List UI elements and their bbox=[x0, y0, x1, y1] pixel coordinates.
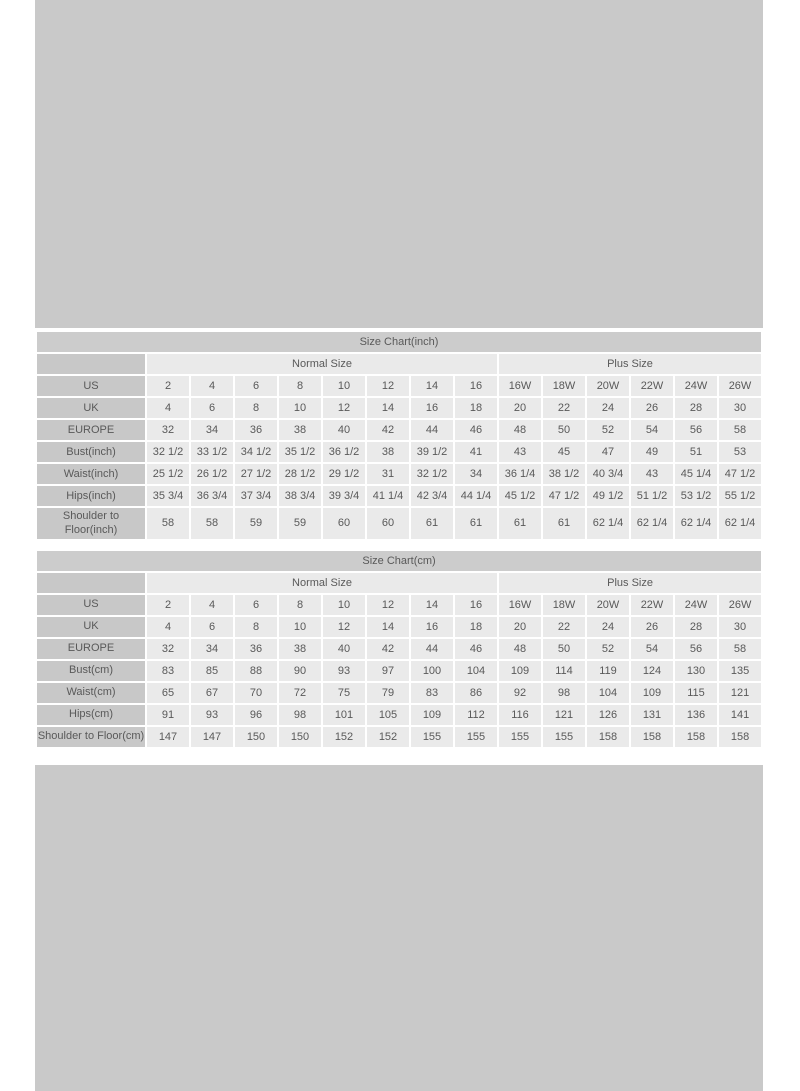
table-row bbox=[37, 617, 761, 637]
size-value-cell: 112 bbox=[455, 705, 497, 725]
corner-cell bbox=[37, 573, 145, 593]
size-value-cell: 14 bbox=[367, 398, 409, 418]
size-value-cell: 12 bbox=[323, 398, 365, 418]
size-value-cell: 53 bbox=[719, 442, 761, 462]
size-value-cell: 60 bbox=[323, 508, 365, 539]
size-value-cell: 22W bbox=[631, 376, 673, 396]
size-value-cell: 35 3/4 bbox=[147, 486, 189, 506]
size-value-cell: 150 bbox=[279, 727, 321, 747]
size-value-cell: 16 bbox=[411, 398, 453, 418]
size-value-cell: 2 bbox=[147, 595, 189, 615]
size-value-cell: 26W bbox=[719, 376, 761, 396]
size-value-cell: 65 bbox=[147, 683, 189, 703]
row-label: Hips(inch) bbox=[37, 486, 145, 506]
size-value-cell: 53 1/2 bbox=[675, 486, 717, 506]
size-value-cell: 10 bbox=[323, 595, 365, 615]
size-value-cell: 58 bbox=[191, 508, 233, 539]
size-value-cell: 8 bbox=[279, 376, 321, 396]
size-value-cell: 34 1/2 bbox=[235, 442, 277, 462]
size-value-cell: 16 bbox=[411, 617, 453, 637]
size-chart-cm-table bbox=[35, 549, 763, 749]
size-value-cell: 158 bbox=[587, 727, 629, 747]
size-value-cell: 32 1/2 bbox=[411, 464, 453, 484]
size-value-cell: 96 bbox=[235, 705, 277, 725]
size-value-cell: 34 bbox=[191, 420, 233, 440]
size-value-cell: 34 bbox=[191, 639, 233, 659]
size-value-cell: 135 bbox=[719, 661, 761, 681]
table-row bbox=[37, 420, 761, 440]
size-value-cell: 158 bbox=[675, 727, 717, 747]
size-value-cell: 24 bbox=[587, 617, 629, 637]
size-value-cell: 75 bbox=[323, 683, 365, 703]
row-label: EUROPE bbox=[37, 639, 145, 659]
size-value-cell: 42 bbox=[367, 420, 409, 440]
size-value-cell: 36 1/4 bbox=[499, 464, 541, 484]
size-value-cell: 155 bbox=[411, 727, 453, 747]
size-value-cell: 44 bbox=[411, 420, 453, 440]
table-row bbox=[37, 705, 761, 725]
size-value-cell: 20W bbox=[587, 595, 629, 615]
size-value-cell: 31 bbox=[367, 464, 409, 484]
size-value-cell: 18 bbox=[455, 398, 497, 418]
size-value-cell: 62 1/4 bbox=[719, 508, 761, 539]
size-value-cell: 36 bbox=[235, 420, 277, 440]
size-value-cell: 12 bbox=[367, 595, 409, 615]
size-value-cell: 38 3/4 bbox=[279, 486, 321, 506]
size-value-cell: 36 bbox=[235, 639, 277, 659]
size-value-cell: 119 bbox=[587, 661, 629, 681]
size-value-cell: 72 bbox=[279, 683, 321, 703]
size-value-cell: 147 bbox=[191, 727, 233, 747]
size-value-cell: 4 bbox=[191, 595, 233, 615]
size-value-cell: 25 1/2 bbox=[147, 464, 189, 484]
table-row bbox=[37, 376, 761, 396]
size-value-cell: 101 bbox=[323, 705, 365, 725]
size-value-cell: 116 bbox=[499, 705, 541, 725]
size-value-cell: 124 bbox=[631, 661, 673, 681]
size-value-cell: 51 1/2 bbox=[631, 486, 673, 506]
size-value-cell: 24W bbox=[675, 595, 717, 615]
row-label: Shoulder to Floor(inch) bbox=[37, 508, 145, 539]
size-value-cell: 14 bbox=[367, 617, 409, 637]
size-value-cell: 48 bbox=[499, 639, 541, 659]
size-value-cell: 20 bbox=[499, 617, 541, 637]
size-value-cell: 37 3/4 bbox=[235, 486, 277, 506]
size-value-cell: 54 bbox=[631, 639, 673, 659]
group-header: Normal Size bbox=[147, 354, 497, 374]
group-header: Plus Size bbox=[499, 573, 761, 593]
size-value-cell: 26 bbox=[631, 398, 673, 418]
table-row bbox=[37, 639, 761, 659]
table-row bbox=[37, 464, 761, 484]
table-row bbox=[37, 486, 761, 506]
size-value-cell: 52 bbox=[587, 420, 629, 440]
size-value-cell: 155 bbox=[455, 727, 497, 747]
size-value-cell: 33 1/2 bbox=[191, 442, 233, 462]
size-value-cell: 12 bbox=[323, 617, 365, 637]
size-value-cell: 114 bbox=[543, 661, 585, 681]
product-image-placeholder-top bbox=[35, 0, 763, 328]
size-value-cell: 152 bbox=[323, 727, 365, 747]
size-value-cell: 16 bbox=[455, 376, 497, 396]
size-value-cell: 104 bbox=[587, 683, 629, 703]
table-row bbox=[37, 727, 761, 747]
size-value-cell: 58 bbox=[147, 508, 189, 539]
size-value-cell: 40 bbox=[323, 639, 365, 659]
size-value-cell: 38 1/2 bbox=[543, 464, 585, 484]
size-value-cell: 92 bbox=[499, 683, 541, 703]
size-value-cell: 93 bbox=[191, 705, 233, 725]
size-value-cell: 121 bbox=[719, 683, 761, 703]
size-value-cell: 59 bbox=[235, 508, 277, 539]
size-value-cell: 14 bbox=[411, 376, 453, 396]
row-label: Waist(inch) bbox=[37, 464, 145, 484]
size-value-cell: 47 bbox=[587, 442, 629, 462]
corner-cell bbox=[37, 354, 145, 374]
row-label: Bust(cm) bbox=[37, 661, 145, 681]
size-value-cell: 49 1/2 bbox=[587, 486, 629, 506]
size-value-cell: 22 bbox=[543, 398, 585, 418]
table-row bbox=[37, 508, 761, 539]
size-value-cell: 39 1/2 bbox=[411, 442, 453, 462]
size-value-cell: 49 bbox=[631, 442, 673, 462]
size-value-cell: 60 bbox=[367, 508, 409, 539]
size-value-cell: 93 bbox=[323, 661, 365, 681]
size-value-cell: 4 bbox=[191, 376, 233, 396]
size-value-cell: 20W bbox=[587, 376, 629, 396]
size-value-cell: 4 bbox=[147, 398, 189, 418]
size-value-cell: 6 bbox=[235, 376, 277, 396]
size-value-cell: 90 bbox=[279, 661, 321, 681]
size-value-cell: 12 bbox=[367, 376, 409, 396]
group-header-row bbox=[37, 354, 761, 374]
size-value-cell: 18W bbox=[543, 595, 585, 615]
size-value-cell: 6 bbox=[191, 398, 233, 418]
size-value-cell: 34 bbox=[455, 464, 497, 484]
size-value-cell: 38 bbox=[279, 420, 321, 440]
size-value-cell: 109 bbox=[631, 683, 673, 703]
size-value-cell: 44 1/4 bbox=[455, 486, 497, 506]
size-value-cell: 14 bbox=[411, 595, 453, 615]
row-label: UK bbox=[37, 617, 145, 637]
size-value-cell: 70 bbox=[235, 683, 277, 703]
size-value-cell: 152 bbox=[367, 727, 409, 747]
size-value-cell: 35 1/2 bbox=[279, 442, 321, 462]
row-label: UK bbox=[37, 398, 145, 418]
size-chart-section bbox=[35, 330, 763, 749]
size-value-cell: 29 1/2 bbox=[323, 464, 365, 484]
size-value-cell: 97 bbox=[367, 661, 409, 681]
size-value-cell: 62 1/4 bbox=[587, 508, 629, 539]
size-value-cell: 83 bbox=[147, 661, 189, 681]
size-value-cell: 155 bbox=[499, 727, 541, 747]
size-value-cell: 18 bbox=[455, 617, 497, 637]
row-label: EUROPE bbox=[37, 420, 145, 440]
size-value-cell: 26W bbox=[719, 595, 761, 615]
size-value-cell: 24 bbox=[587, 398, 629, 418]
size-value-cell: 61 bbox=[455, 508, 497, 539]
size-value-cell: 10 bbox=[323, 376, 365, 396]
size-value-cell: 40 3/4 bbox=[587, 464, 629, 484]
size-value-cell: 43 bbox=[499, 442, 541, 462]
size-value-cell: 45 1/2 bbox=[499, 486, 541, 506]
table-row bbox=[37, 661, 761, 681]
size-value-cell: 42 bbox=[367, 639, 409, 659]
size-value-cell: 88 bbox=[235, 661, 277, 681]
size-value-cell: 50 bbox=[543, 420, 585, 440]
size-value-cell: 6 bbox=[235, 595, 277, 615]
size-value-cell: 48 bbox=[499, 420, 541, 440]
size-value-cell: 131 bbox=[631, 705, 673, 725]
size-value-cell: 43 bbox=[631, 464, 673, 484]
size-value-cell: 47 1/2 bbox=[719, 464, 761, 484]
size-value-cell: 10 bbox=[279, 617, 321, 637]
table-row bbox=[37, 683, 761, 703]
size-value-cell: 155 bbox=[543, 727, 585, 747]
product-image-placeholder-bottom bbox=[35, 765, 763, 1091]
size-value-cell: 28 bbox=[675, 617, 717, 637]
size-value-cell: 20 bbox=[499, 398, 541, 418]
size-value-cell: 41 bbox=[455, 442, 497, 462]
size-value-cell: 141 bbox=[719, 705, 761, 725]
size-value-cell: 61 bbox=[543, 508, 585, 539]
size-value-cell: 45 1/4 bbox=[675, 464, 717, 484]
size-value-cell: 4 bbox=[147, 617, 189, 637]
size-value-cell: 59 bbox=[279, 508, 321, 539]
size-value-cell: 26 1/2 bbox=[191, 464, 233, 484]
size-value-cell: 126 bbox=[587, 705, 629, 725]
table-row bbox=[37, 595, 761, 615]
size-value-cell: 42 3/4 bbox=[411, 486, 453, 506]
size-value-cell: 86 bbox=[455, 683, 497, 703]
size-value-cell: 36 1/2 bbox=[323, 442, 365, 462]
group-header: Plus Size bbox=[499, 354, 761, 374]
size-value-cell: 98 bbox=[543, 683, 585, 703]
size-value-cell: 51 bbox=[675, 442, 717, 462]
size-value-cell: 56 bbox=[675, 420, 717, 440]
size-value-cell: 62 1/4 bbox=[675, 508, 717, 539]
table-title-row bbox=[37, 332, 761, 352]
size-value-cell: 136 bbox=[675, 705, 717, 725]
size-value-cell: 39 3/4 bbox=[323, 486, 365, 506]
group-header-row bbox=[37, 573, 761, 593]
size-value-cell: 45 bbox=[543, 442, 585, 462]
size-value-cell: 109 bbox=[499, 661, 541, 681]
size-value-cell: 100 bbox=[411, 661, 453, 681]
size-value-cell: 58 bbox=[719, 420, 761, 440]
size-value-cell: 109 bbox=[411, 705, 453, 725]
size-value-cell: 40 bbox=[323, 420, 365, 440]
size-value-cell: 38 bbox=[367, 442, 409, 462]
size-value-cell: 104 bbox=[455, 661, 497, 681]
size-value-cell: 32 bbox=[147, 639, 189, 659]
row-label: US bbox=[37, 376, 145, 396]
group-header: Normal Size bbox=[147, 573, 497, 593]
size-value-cell: 24W bbox=[675, 376, 717, 396]
size-value-cell: 58 bbox=[719, 639, 761, 659]
size-value-cell: 28 1/2 bbox=[279, 464, 321, 484]
size-value-cell: 28 bbox=[675, 398, 717, 418]
size-value-cell: 46 bbox=[455, 639, 497, 659]
row-label: Shoulder to Floor(cm) bbox=[37, 727, 145, 747]
table-row bbox=[37, 442, 761, 462]
row-label: Hips(cm) bbox=[37, 705, 145, 725]
size-value-cell: 61 bbox=[411, 508, 453, 539]
table-title: Size Chart(inch) bbox=[37, 332, 761, 352]
size-value-cell: 22 bbox=[543, 617, 585, 637]
size-value-cell: 44 bbox=[411, 639, 453, 659]
size-value-cell: 83 bbox=[411, 683, 453, 703]
size-value-cell: 18W bbox=[543, 376, 585, 396]
row-label: Waist(cm) bbox=[37, 683, 145, 703]
size-value-cell: 158 bbox=[631, 727, 673, 747]
size-value-cell: 27 1/2 bbox=[235, 464, 277, 484]
size-value-cell: 38 bbox=[279, 639, 321, 659]
size-value-cell: 30 bbox=[719, 617, 761, 637]
size-value-cell: 105 bbox=[367, 705, 409, 725]
size-value-cell: 16W bbox=[499, 376, 541, 396]
size-value-cell: 30 bbox=[719, 398, 761, 418]
size-value-cell: 121 bbox=[543, 705, 585, 725]
row-label: Bust(inch) bbox=[37, 442, 145, 462]
size-value-cell: 47 1/2 bbox=[543, 486, 585, 506]
size-value-cell: 54 bbox=[631, 420, 673, 440]
size-value-cell: 79 bbox=[367, 683, 409, 703]
size-value-cell: 26 bbox=[631, 617, 673, 637]
size-value-cell: 22W bbox=[631, 595, 673, 615]
size-value-cell: 32 bbox=[147, 420, 189, 440]
size-value-cell: 52 bbox=[587, 639, 629, 659]
size-value-cell: 61 bbox=[499, 508, 541, 539]
size-value-cell: 41 1/4 bbox=[367, 486, 409, 506]
size-value-cell: 46 bbox=[455, 420, 497, 440]
size-value-cell: 8 bbox=[279, 595, 321, 615]
table-title: Size Chart(cm) bbox=[37, 551, 761, 571]
size-value-cell: 158 bbox=[719, 727, 761, 747]
size-value-cell: 56 bbox=[675, 639, 717, 659]
size-value-cell: 55 1/2 bbox=[719, 486, 761, 506]
size-value-cell: 16W bbox=[499, 595, 541, 615]
size-chart-inch-table bbox=[35, 330, 763, 541]
size-value-cell: 147 bbox=[147, 727, 189, 747]
table-title-row bbox=[37, 551, 761, 571]
size-value-cell: 50 bbox=[543, 639, 585, 659]
size-value-cell: 85 bbox=[191, 661, 233, 681]
size-value-cell: 115 bbox=[675, 683, 717, 703]
size-value-cell: 36 3/4 bbox=[191, 486, 233, 506]
table-row bbox=[37, 398, 761, 418]
size-value-cell: 16 bbox=[455, 595, 497, 615]
size-value-cell: 62 1/4 bbox=[631, 508, 673, 539]
size-value-cell: 130 bbox=[675, 661, 717, 681]
size-value-cell: 91 bbox=[147, 705, 189, 725]
row-label: US bbox=[37, 595, 145, 615]
size-value-cell: 8 bbox=[235, 617, 277, 637]
size-value-cell: 67 bbox=[191, 683, 233, 703]
size-value-cell: 150 bbox=[235, 727, 277, 747]
size-value-cell: 10 bbox=[279, 398, 321, 418]
size-value-cell: 98 bbox=[279, 705, 321, 725]
size-value-cell: 2 bbox=[147, 376, 189, 396]
size-value-cell: 32 1/2 bbox=[147, 442, 189, 462]
size-value-cell: 8 bbox=[235, 398, 277, 418]
size-value-cell: 6 bbox=[191, 617, 233, 637]
